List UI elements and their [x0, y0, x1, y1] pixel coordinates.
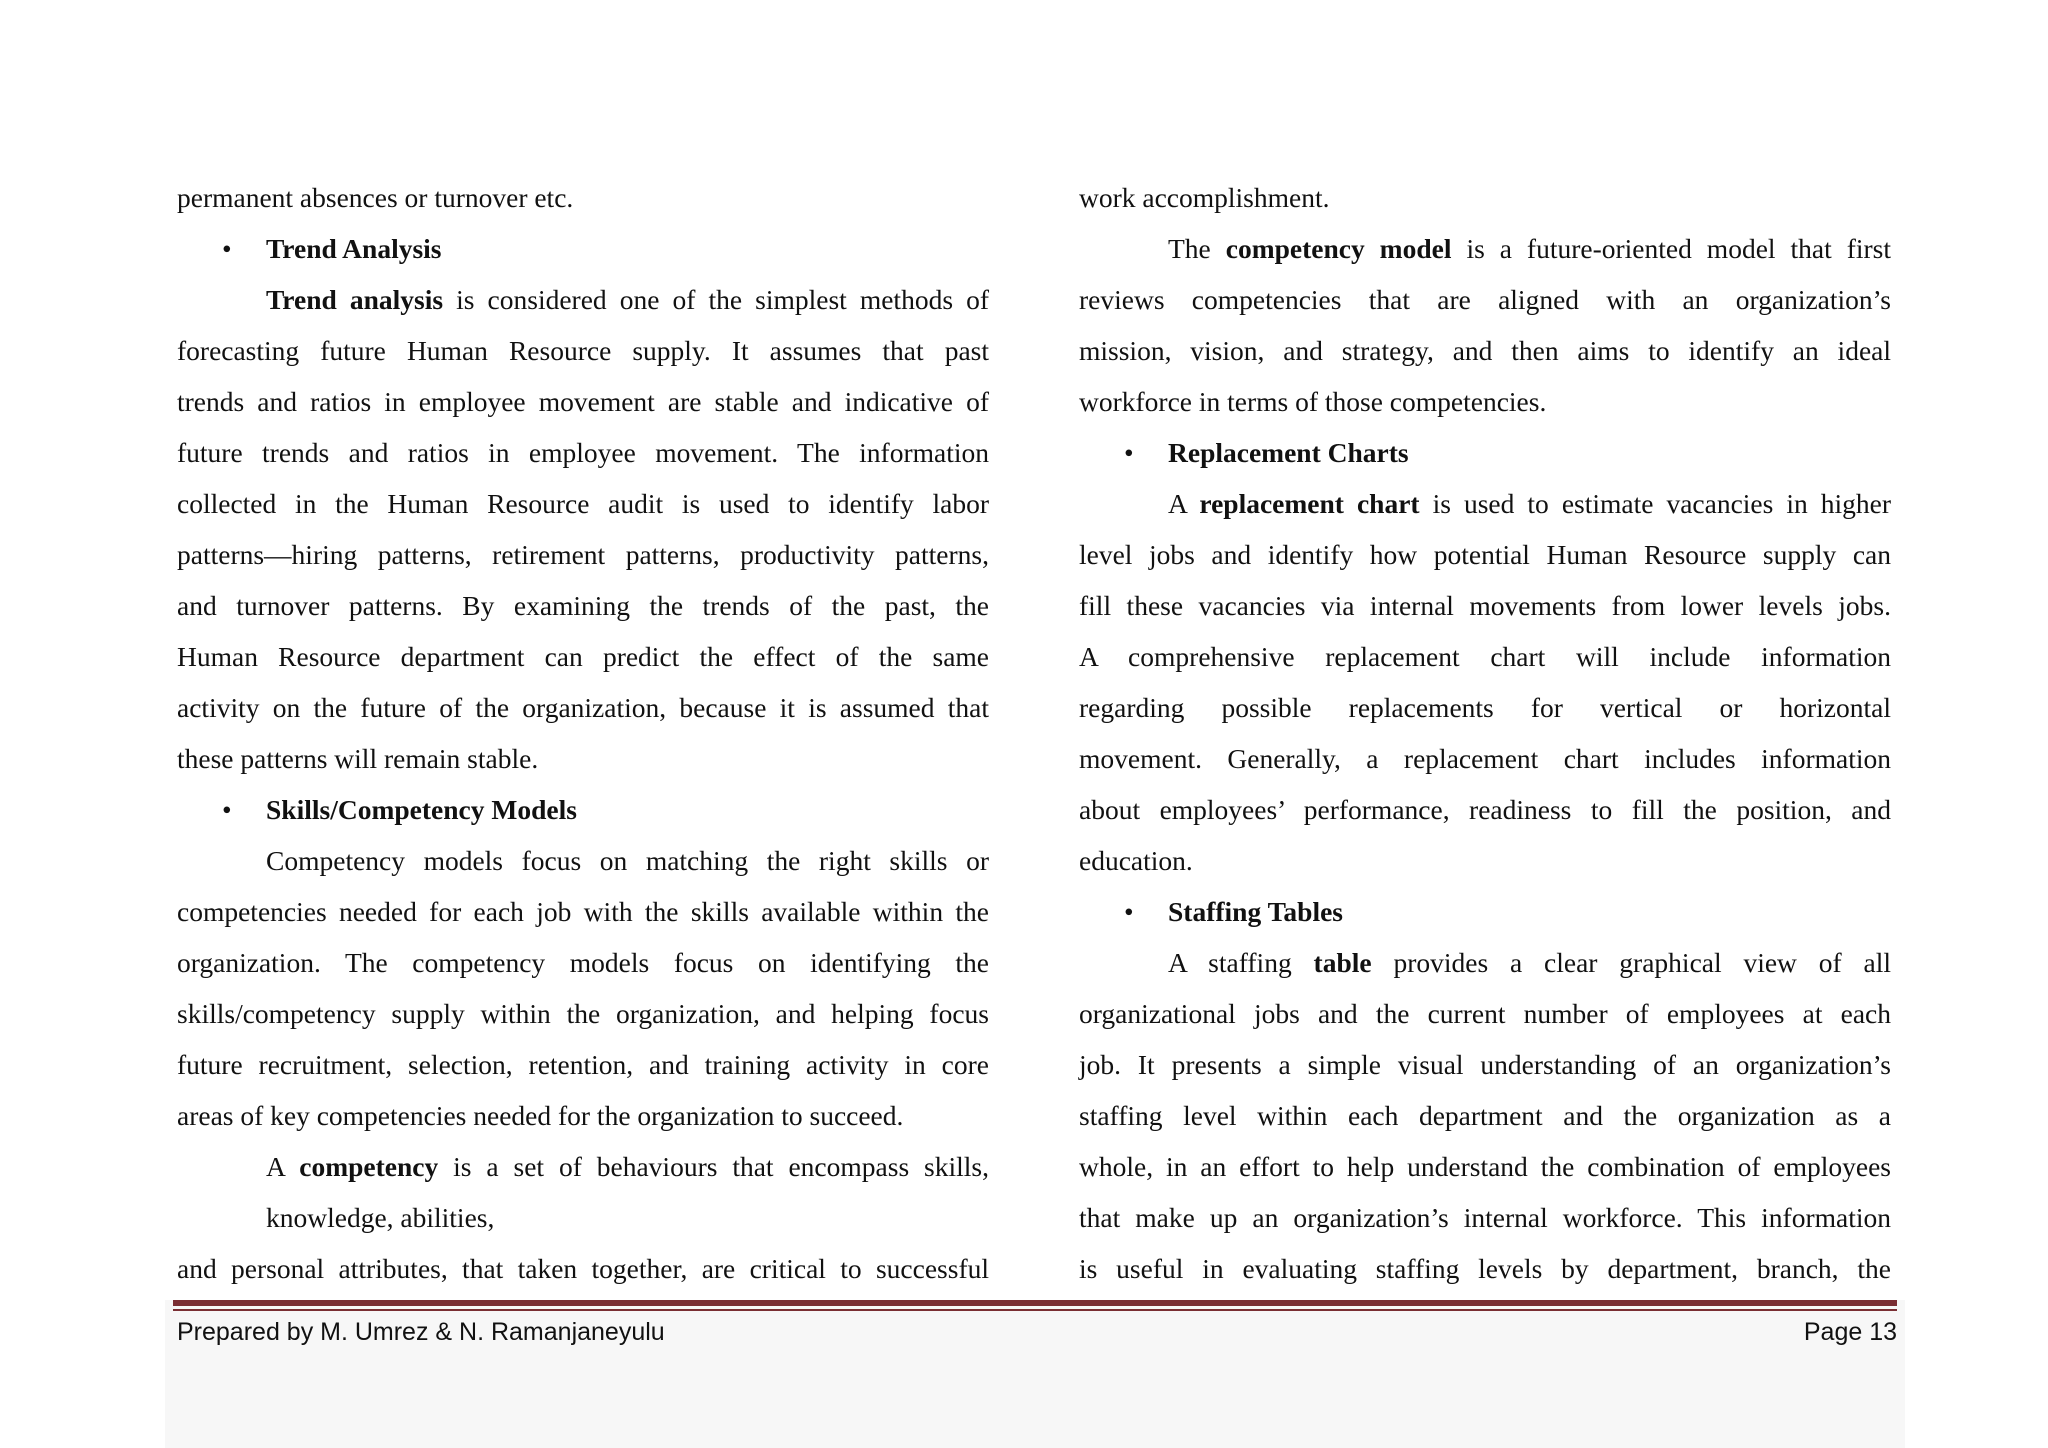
text-line: is useful in evaluating staffing levels by department, branch, the	[1079, 1253, 1891, 1284]
text-line: areas of key competencies needed for the organization to succeed.	[177, 1100, 904, 1131]
text-line	[177, 274, 989, 325]
text-line: these patterns will remain stable.	[177, 743, 539, 774]
text-line: workforce in terms of those competencies.	[1079, 386, 1547, 417]
text-line: forecasting future Human Resource supply. It assumes that past	[177, 335, 989, 366]
text-line: whole, in an effort to help understand the combination of employees	[1079, 1151, 1891, 1182]
text-line: skills/competency supply within the organization, and helping focus	[177, 998, 989, 1029]
text-line	[1079, 223, 1891, 274]
text-line: that make up an organization’s internal workforce. This information	[1079, 1202, 1891, 1233]
text-line: future trends and ratios in employee movement. The information	[177, 437, 989, 468]
bullet-icon: •	[1124, 896, 1134, 927]
text-line: knowledge, abilities,	[266, 1202, 495, 1233]
text-line: movement. Generally, a replacement chart includes information	[1079, 743, 1891, 774]
text-span: A staffing	[1168, 947, 1292, 978]
text-line: about employees’ performance, readiness to fill the position, and	[1079, 794, 1891, 825]
bold-term: table	[1313, 947, 1372, 978]
left-column	[177, 172, 989, 1294]
footer-rule-thin	[173, 1309, 1897, 1311]
heading-trend-analysis	[177, 223, 989, 274]
bullet-icon: •	[222, 794, 232, 825]
text-span: is a set of behaviours that encompass skills,	[453, 1151, 989, 1182]
bullet-icon: •	[222, 233, 232, 264]
text-line: work accomplishment.	[1079, 182, 1330, 213]
text-line: education.	[1079, 845, 1193, 876]
text-line: collected in the Human Resource audit is used to identify labor	[177, 488, 989, 519]
text-line: and turnover patterns. By examining the trends of the past, the	[177, 590, 989, 621]
heading-text: Trend Analysis	[266, 233, 442, 264]
bold-term: competency	[299, 1151, 439, 1182]
text-line: and personal attributes, that taken together, are critical to successful	[177, 1253, 989, 1284]
text-line: A comprehensive replacement chart will include information	[1079, 641, 1891, 672]
text-span: A	[266, 1151, 285, 1182]
text-line	[1079, 937, 1891, 988]
bold-term: Trend analysis	[266, 284, 444, 315]
bold-term: replacement chart	[1199, 488, 1420, 519]
text-line: level jobs and identify how potential Human Resource supply can	[1079, 539, 1891, 570]
text-line: future recruitment, selection, retention, and training activity in core	[177, 1049, 989, 1080]
text-line: fill these vacancies via internal movements from lower levels jobs.	[1079, 590, 1891, 621]
footer-rule-thick	[173, 1300, 1897, 1306]
heading-skills-competency-models	[177, 784, 989, 835]
bullet-icon: •	[1124, 437, 1134, 468]
text-span: provides a clear graphical view of all	[1393, 947, 1891, 978]
text-line	[177, 1141, 989, 1192]
text-span: The	[1168, 233, 1211, 264]
text-line: staffing level within each department and the organization as a	[1079, 1100, 1891, 1131]
text-line	[1079, 478, 1891, 529]
text-line: reviews competencies that are aligned with an organization’s	[1079, 284, 1891, 315]
text-line: Human Resource department can predict the effect of the same	[177, 641, 989, 672]
text-line: organization. The competency models focus on identifying the	[177, 947, 989, 978]
text-line: regarding possible replacements for vertical or horizontal	[1079, 692, 1891, 723]
text-span: is considered one of the simplest methods of	[456, 284, 989, 315]
heading-text: Staffing Tables	[1168, 896, 1343, 927]
heading-staffing-tables	[1079, 886, 1891, 937]
heading-text: Skills/Competency Models	[266, 794, 577, 825]
text-line: permanent absences or turnover etc.	[177, 182, 574, 213]
text-line: trends and ratios in employee movement are stable and indicative of	[177, 386, 989, 417]
text-span: is used to estimate vacancies in higher	[1432, 488, 1892, 519]
footer-author: Prepared by M. Umrez & N. Ramanjaneyulu	[177, 1318, 665, 1346]
text-line: Competency models focus on matching the right skills or	[266, 845, 989, 876]
text-line: competencies needed for each job with the skills available within the	[177, 896, 989, 927]
text-line: mission, vision, and strategy, and then aims to identify an ideal	[1079, 335, 1891, 366]
text-line: activity on the future of the organization, because it is assumed that	[177, 692, 989, 723]
text-line: organizational jobs and the current number of employees at each	[1079, 998, 1891, 1029]
heading-replacement-charts	[1079, 427, 1891, 478]
right-column	[1079, 172, 1891, 1294]
text-line: patterns—hiring patterns, retirement patterns, productivity patterns,	[177, 539, 989, 570]
heading-text: Replacement Charts	[1168, 437, 1409, 468]
text-span: A	[1168, 488, 1187, 519]
text-span: is a future-oriented model that first	[1466, 233, 1892, 264]
text-line: job. It presents a simple visual understanding of an organization’s	[1079, 1049, 1891, 1080]
bold-term: competency model	[1225, 233, 1452, 264]
footer-page-number: Page 13	[1803, 1318, 1897, 1346]
